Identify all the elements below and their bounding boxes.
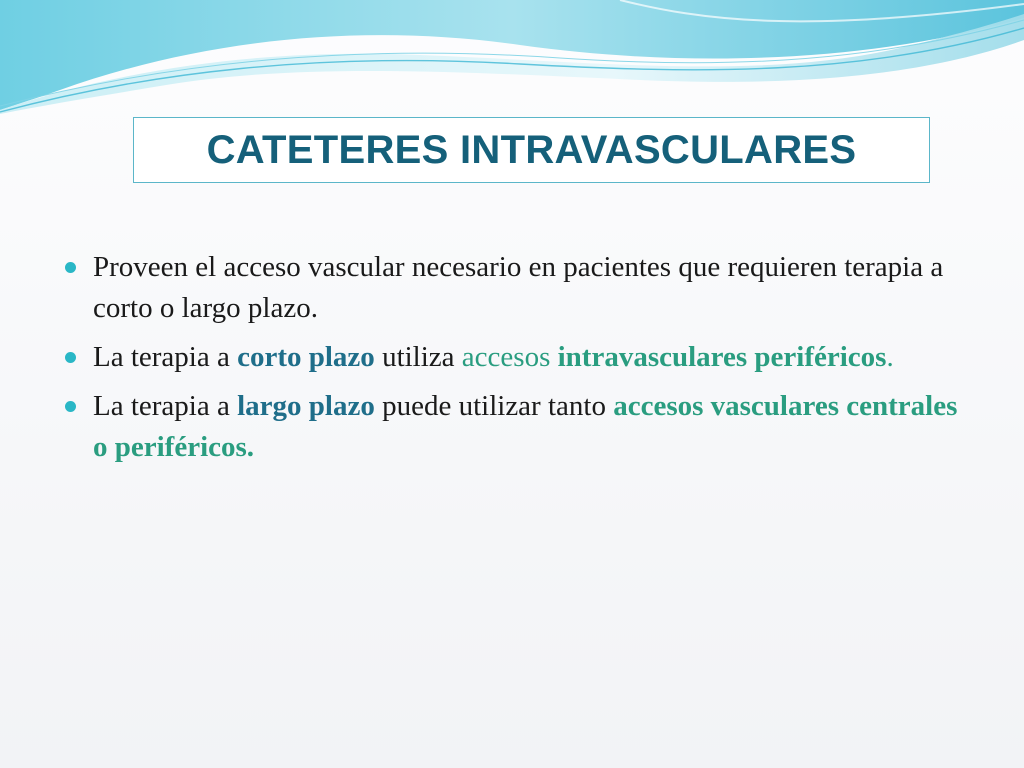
text-run: puede utilizar tanto <box>374 390 614 422</box>
bullet-marker-icon <box>65 352 76 363</box>
keyword-accesos: accesos <box>461 341 558 373</box>
text-run: La terapia a <box>93 390 238 422</box>
bullet-marker-icon <box>65 262 76 273</box>
bullet-item <box>62 247 962 329</box>
keyword-intravasculares-perifericos: intravasculares periféricos <box>557 341 887 373</box>
keyword-largo-plazo: largo plazo <box>237 390 375 422</box>
bullet-text <box>93 341 894 373</box>
slide-title: CATETERES INTRAVASCULARES <box>206 127 857 172</box>
bullet-list <box>62 247 962 476</box>
bullet-marker-icon <box>65 401 76 412</box>
title-box <box>133 117 930 183</box>
text-run: La terapia a <box>93 341 238 373</box>
keyword-accesos-vasculares-centrales: accesos vasculares centrales o periféricos. <box>93 390 958 463</box>
bullet-item <box>62 337 962 378</box>
bullet-item <box>62 386 962 468</box>
text-run: utiliza <box>374 341 462 373</box>
keyword-corto-plazo: corto plazo <box>237 341 375 373</box>
text-run-period: . <box>886 341 894 373</box>
text-run: Proveen el acceso vascular necesario en pacientes que requieren terapia a corto o largo plazo. <box>93 251 944 324</box>
header-wave-decoration <box>0 0 1024 120</box>
bullet-text <box>93 251 943 324</box>
bullet-text <box>93 390 957 463</box>
